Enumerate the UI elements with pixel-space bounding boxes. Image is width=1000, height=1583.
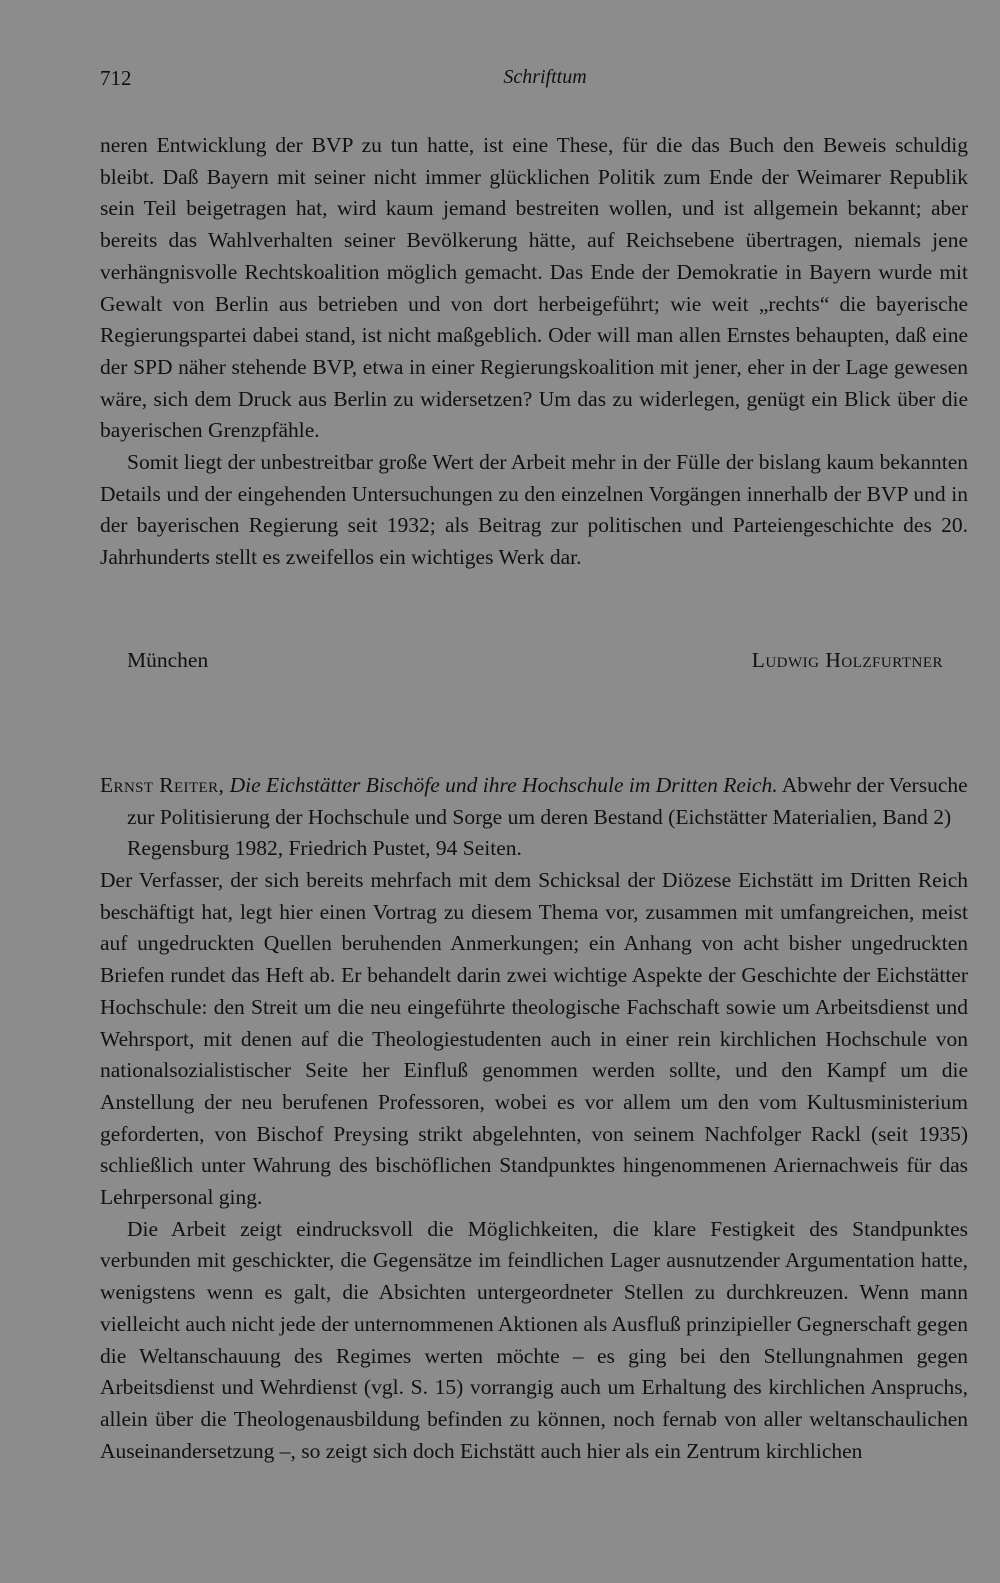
- page-number: 712: [100, 66, 132, 90]
- review-1-signature: [100, 645, 968, 677]
- citation-entry: [100, 770, 968, 865]
- reviewer-name: Ludwig Holzfurtner: [751, 648, 943, 672]
- review-1-paragraph-1: neren Entwicklung der BVP zu tun hatte, ist eine These, für die das Buch den Beweis schuldig bleibt. Daß Bayern mit seiner nicht immer glücklichen Politik zum Ende der Weimarer Republik sein Teil beigetragen hat, wird kaum jemand bestreiten wollen, und ist allgemein bekannt; aber bereits das Wahlverhalten seiner Bevölkerung hätte, auf Reichsebene übertragen, niemals jene verhängnisvolle Rechtskoalition möglich gemacht. Das Ende der Demokratie in Bayern wurde mit Gewalt von Berlin aus betrieben und von dort herbeigeführt; wie weit „rechts“ die bayerische Regierungspartei dabei stand, ist nicht maßgeblich. Oder will man allen Ernstes behaupten, daß eine der SPD näher stehende BVP, etwa in einer Regierungskoalition mit jener, eher in der Lage gewesen wäre, sich dem Druck aus Berlin zu widersetzen? Um das zu widerlegen, genügt ein Blick über die bayerischen Grenzpfähle.: [100, 133, 968, 443]
- citation-author: Ernst Reiter,: [100, 773, 225, 797]
- review-2-citation: [100, 770, 968, 865]
- review-2-paragraph-1: Der Verfasser, der sich bereits mehrfach mit dem Schicksal der Diözese Eichstätt im Dritten Reich beschäftigt hat, legt hier einen Vortrag zu diesem Thema vor, zusammen mit umfangreichen, meist auf ungedruckten Quellen beruhenden Anmerkungen; ein Anhang von acht bisher ungedruckten Briefen rundet das Heft ab. Er behandelt darin zwei wichtige Aspekte der Geschichte der Eichstätter Hochschule: den Streit um die neu eingeführte theologische Fachschaft sowie um Arbeitsdienst und Wehrsport, mit denen auf die Theologiestudenten auch in einer rein kirchlichen Hochschule von nationalsozialistischer Seite her Einfluß genommen werden sollte, und den Kampf um die Anstellung der neu berufenen Professoren, wobei es vor allem um den vom Kultusministerium geforderten, von Bischof Preysing strikt abgelehnten, von seinem Nachfolger Rackl (seit 1935) schließlich unter Wahrung des bischöflichen Standpunktes hingenommenen Ariernachweis für das Lehrpersonal ging.: [100, 868, 968, 1210]
- review-1-body: [100, 130, 968, 574]
- review-2-paragraph-2: Die Arbeit zeigt eindrucksvoll die Möglichkeiten, die klare Festigkeit des Standpunktes verbunden mit geschickter, die Gegensätze im feindlichen Lager ausnutzender Argumentation hatte, wenigstens wenn es galt, die Absichten untergeordneter Stellen zu durchkreuzen. Wenn mann vielleicht auch nicht jede der unternommenen Aktionen als Ausfluß prinzipieller Gegnerschaft gegen die Weltanschauung des Regimes werten möchte – es ging bei den Stellungnahmen gegen Arbeitsdienst und Wehrdienst (vgl. S. 15) vorrangig auch um Erhaltung des kirchlichen Anspruchs, allein über die Theologenausbildung befinden zu können, noch fernab von aller weltanschaulichen Auseinandersetzung –, so zeigt sich doch Eichstätt auch hier als ein Zentrum kirchlichen: [100, 1216, 968, 1463]
- citation-details: Abwehr der Versuche zur Politisierung der Hochschule und Sorge um deren Bestand (Eichstätter Materialien, Band 2) Regensburg 1982, Friedrich Pustet, 94 Seiten.: [127, 773, 968, 861]
- citation-title: Die Eichstätter Bischöfe und ihre Hochschule im Dritten Reich.: [229, 773, 778, 797]
- signature-place: München: [127, 648, 209, 672]
- review-1-paragraph-2: Somit liegt der unbestreitbar große Wert der Arbeit mehr in der Fülle der bislang kaum bekannten Details und der eingehenden Untersuchungen zu den einzelnen Vorgängen innerhalb der BVP und in der bayerischen Regierung seit 1932; als Beitrag zur politischen und Parteiengeschichte des 20. Jahrhunderts stellt es zweifellos ein wichtiges Werk dar.: [100, 450, 968, 570]
- running-head: Schrifttum: [503, 66, 587, 88]
- page-header: [100, 66, 970, 96]
- review-2-body: [100, 865, 968, 1467]
